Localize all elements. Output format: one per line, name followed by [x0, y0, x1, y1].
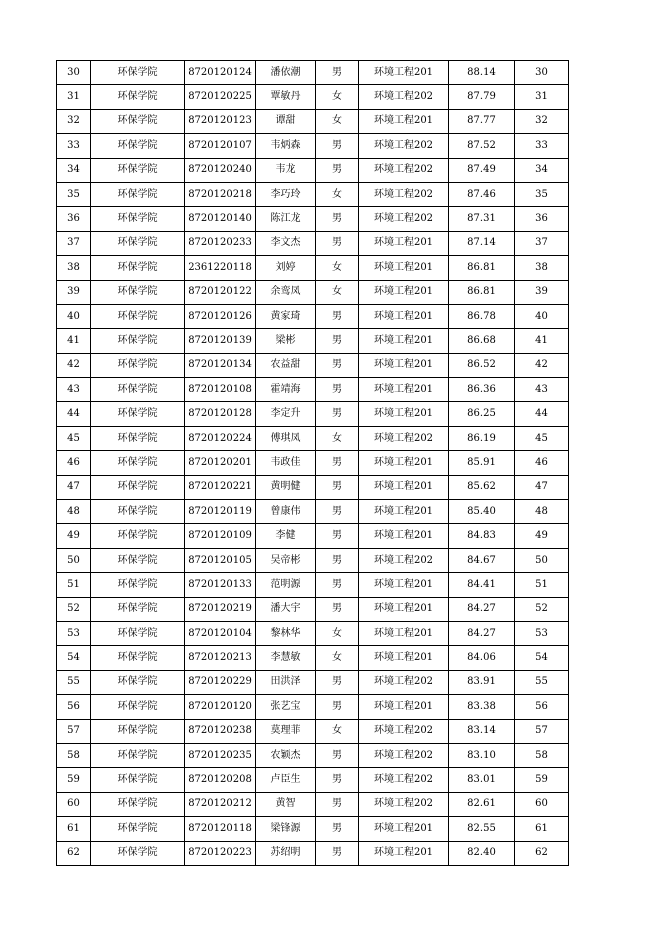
student-id-cell: 8720120139 — [185, 329, 256, 353]
class-cell: 环境工程201 — [359, 256, 449, 280]
gender-cell: 男 — [316, 353, 359, 377]
rank-cell: 33 — [57, 134, 91, 158]
student-id-cell: 8720120122 — [185, 280, 256, 304]
college-cell: 环保学院 — [91, 182, 185, 206]
class-cell: 环境工程201 — [359, 329, 449, 353]
score-cell: 84.41 — [449, 573, 515, 597]
score-cell: 84.27 — [449, 597, 515, 621]
college-cell: 环保学院 — [91, 158, 185, 182]
rank-cell: 30 — [57, 61, 91, 85]
gender-cell: 男 — [316, 61, 359, 85]
score-cell: 87.77 — [449, 109, 515, 133]
student-id-cell: 8720120240 — [185, 158, 256, 182]
table-row — [57, 353, 569, 377]
student-name-cell: 覃敏丹 — [256, 85, 316, 109]
table-row — [57, 85, 569, 109]
table-row — [57, 402, 569, 426]
class-cell: 环境工程201 — [359, 231, 449, 255]
gender-cell: 女 — [316, 109, 359, 133]
class-cell: 环境工程202 — [359, 743, 449, 767]
student-name-cell: 霍靖海 — [256, 378, 316, 402]
student-id-cell: 8720120108 — [185, 378, 256, 402]
college-cell: 环保学院 — [91, 109, 185, 133]
rank-cell: 45 — [57, 426, 91, 450]
rank-cell: 53 — [57, 621, 91, 645]
student-id-cell: 8720120124 — [185, 61, 256, 85]
class-cell: 环境工程201 — [359, 524, 449, 548]
table-row — [57, 207, 569, 231]
gender-cell: 男 — [316, 695, 359, 719]
table-row — [57, 304, 569, 328]
student-name-cell: 韦政佳 — [256, 451, 316, 475]
college-cell: 环保学院 — [91, 719, 185, 743]
rank-cell: 34 — [57, 158, 91, 182]
class-cell: 环境工程201 — [359, 451, 449, 475]
score-cell: 86.36 — [449, 378, 515, 402]
college-cell: 环保学院 — [91, 743, 185, 767]
order-cell: 38 — [515, 256, 569, 280]
table-row — [57, 500, 569, 524]
table-row — [57, 548, 569, 572]
class-cell: 环境工程202 — [359, 792, 449, 816]
table-row — [57, 182, 569, 206]
college-cell: 环保学院 — [91, 451, 185, 475]
student-name-cell: 梁锋源 — [256, 817, 316, 841]
table-row — [57, 646, 569, 670]
college-cell: 环保学院 — [91, 548, 185, 572]
college-cell: 环保学院 — [91, 524, 185, 548]
college-cell: 环保学院 — [91, 646, 185, 670]
score-cell: 87.49 — [449, 158, 515, 182]
class-cell: 环境工程201 — [359, 841, 449, 865]
student-id-cell: 8720120107 — [185, 134, 256, 158]
college-cell: 环保学院 — [91, 792, 185, 816]
college-cell: 环保学院 — [91, 329, 185, 353]
gender-cell: 女 — [316, 719, 359, 743]
student-id-cell: 8720120208 — [185, 768, 256, 792]
college-cell: 环保学院 — [91, 256, 185, 280]
rank-cell: 61 — [57, 817, 91, 841]
gender-cell: 男 — [316, 475, 359, 499]
student-name-cell: 苏绍明 — [256, 841, 316, 865]
student-name-cell: 黎林华 — [256, 621, 316, 645]
table-row — [57, 597, 569, 621]
student-name-cell: 李健 — [256, 524, 316, 548]
college-cell: 环保学院 — [91, 85, 185, 109]
score-cell: 82.40 — [449, 841, 515, 865]
student-name-cell: 田洪泽 — [256, 670, 316, 694]
order-cell: 48 — [515, 500, 569, 524]
gender-cell: 男 — [316, 402, 359, 426]
score-cell: 82.55 — [449, 817, 515, 841]
table-row — [57, 768, 569, 792]
table-row — [57, 134, 569, 158]
class-cell: 环境工程201 — [359, 817, 449, 841]
student-id-cell: 8720120233 — [185, 231, 256, 255]
order-cell: 46 — [515, 451, 569, 475]
rank-cell: 56 — [57, 695, 91, 719]
order-cell: 55 — [515, 670, 569, 694]
score-cell: 83.10 — [449, 743, 515, 767]
gender-cell: 男 — [316, 768, 359, 792]
order-cell: 56 — [515, 695, 569, 719]
college-cell: 环保学院 — [91, 304, 185, 328]
class-cell: 环境工程201 — [359, 475, 449, 499]
college-cell: 环保学院 — [91, 426, 185, 450]
score-cell: 83.01 — [449, 768, 515, 792]
table-row — [57, 695, 569, 719]
order-cell: 33 — [515, 134, 569, 158]
rank-cell: 52 — [57, 597, 91, 621]
gender-cell: 男 — [316, 597, 359, 621]
table-row — [57, 231, 569, 255]
student-name-cell: 潘大宇 — [256, 597, 316, 621]
college-cell: 环保学院 — [91, 207, 185, 231]
student-name-cell: 李慧敏 — [256, 646, 316, 670]
table-body — [57, 61, 569, 866]
college-cell: 环保学院 — [91, 817, 185, 841]
student-id-cell: 8720120229 — [185, 670, 256, 694]
table-row — [57, 256, 569, 280]
student-id-cell: 8720120225 — [185, 85, 256, 109]
class-cell: 环境工程202 — [359, 426, 449, 450]
student-name-cell: 李定升 — [256, 402, 316, 426]
student-name-cell: 吴帝彬 — [256, 548, 316, 572]
order-cell: 45 — [515, 426, 569, 450]
student-name-cell: 卢臣生 — [256, 768, 316, 792]
rank-cell: 35 — [57, 182, 91, 206]
student-id-cell: 8720120212 — [185, 792, 256, 816]
student-id-cell: 8720120123 — [185, 109, 256, 133]
class-cell: 环境工程202 — [359, 85, 449, 109]
rank-cell: 59 — [57, 768, 91, 792]
score-cell: 85.91 — [449, 451, 515, 475]
college-cell: 环保学院 — [91, 402, 185, 426]
class-cell: 环境工程201 — [359, 573, 449, 597]
table-row — [57, 378, 569, 402]
rank-cell: 60 — [57, 792, 91, 816]
gender-cell: 女 — [316, 182, 359, 206]
student-id-cell: 8720120120 — [185, 695, 256, 719]
table-row — [57, 426, 569, 450]
rank-cell: 47 — [57, 475, 91, 499]
table-row — [57, 573, 569, 597]
college-cell: 环保学院 — [91, 621, 185, 645]
student-name-cell: 潘依潮 — [256, 61, 316, 85]
gender-cell: 男 — [316, 573, 359, 597]
table-row — [57, 817, 569, 841]
order-cell: 34 — [515, 158, 569, 182]
order-cell: 32 — [515, 109, 569, 133]
gender-cell: 男 — [316, 548, 359, 572]
student-name-cell: 李文杰 — [256, 231, 316, 255]
order-cell: 59 — [515, 768, 569, 792]
score-cell: 86.25 — [449, 402, 515, 426]
score-cell: 86.81 — [449, 280, 515, 304]
student-id-cell: 8720120218 — [185, 182, 256, 206]
student-id-cell: 8720120235 — [185, 743, 256, 767]
order-cell: 40 — [515, 304, 569, 328]
rank-cell: 42 — [57, 353, 91, 377]
order-cell: 61 — [515, 817, 569, 841]
table-row — [57, 280, 569, 304]
rank-cell: 37 — [57, 231, 91, 255]
rank-cell: 39 — [57, 280, 91, 304]
college-cell: 环保学院 — [91, 134, 185, 158]
student-id-cell: 8720120219 — [185, 597, 256, 621]
rank-cell: 36 — [57, 207, 91, 231]
score-cell: 85.40 — [449, 500, 515, 524]
rank-cell: 51 — [57, 573, 91, 597]
order-cell: 57 — [515, 719, 569, 743]
gender-cell: 男 — [316, 500, 359, 524]
class-cell: 环境工程202 — [359, 548, 449, 572]
rank-cell: 43 — [57, 378, 91, 402]
gender-cell: 男 — [316, 207, 359, 231]
table-row — [57, 329, 569, 353]
student-id-cell: 8720120238 — [185, 719, 256, 743]
score-cell: 83.91 — [449, 670, 515, 694]
order-cell: 53 — [515, 621, 569, 645]
gender-cell: 男 — [316, 792, 359, 816]
college-cell: 环保学院 — [91, 695, 185, 719]
table-row — [57, 792, 569, 816]
rank-cell: 57 — [57, 719, 91, 743]
gender-cell: 女 — [316, 646, 359, 670]
student-name-cell: 黄家琦 — [256, 304, 316, 328]
rank-cell: 38 — [57, 256, 91, 280]
order-cell: 36 — [515, 207, 569, 231]
order-cell: 44 — [515, 402, 569, 426]
class-cell: 环境工程201 — [359, 280, 449, 304]
college-cell: 环保学院 — [91, 280, 185, 304]
student-id-cell: 8720120109 — [185, 524, 256, 548]
score-cell: 84.83 — [449, 524, 515, 548]
score-cell: 86.19 — [449, 426, 515, 450]
table-row — [57, 475, 569, 499]
rank-cell: 40 — [57, 304, 91, 328]
order-cell: 30 — [515, 61, 569, 85]
student-id-cell: 8720120126 — [185, 304, 256, 328]
rank-cell: 41 — [57, 329, 91, 353]
student-id-cell: 8720120223 — [185, 841, 256, 865]
gender-cell: 男 — [316, 524, 359, 548]
order-cell: 54 — [515, 646, 569, 670]
college-cell: 环保学院 — [91, 841, 185, 865]
table-row — [57, 109, 569, 133]
rank-cell: 58 — [57, 743, 91, 767]
table-row — [57, 719, 569, 743]
student-name-cell: 刘婷 — [256, 256, 316, 280]
class-cell: 环境工程201 — [359, 378, 449, 402]
gender-cell: 女 — [316, 85, 359, 109]
class-cell: 环境工程202 — [359, 134, 449, 158]
gender-cell: 男 — [316, 304, 359, 328]
college-cell: 环保学院 — [91, 378, 185, 402]
class-cell: 环境工程202 — [359, 768, 449, 792]
gender-cell: 男 — [316, 231, 359, 255]
table-row — [57, 841, 569, 865]
gender-cell: 男 — [316, 670, 359, 694]
class-cell: 环境工程202 — [359, 670, 449, 694]
class-cell: 环境工程201 — [359, 61, 449, 85]
student-name-cell: 谭甜 — [256, 109, 316, 133]
order-cell: 41 — [515, 329, 569, 353]
student-name-cell: 李巧玲 — [256, 182, 316, 206]
student-id-cell: 2361220118 — [185, 256, 256, 280]
order-cell: 50 — [515, 548, 569, 572]
student-id-cell: 8720120201 — [185, 451, 256, 475]
class-cell: 环境工程201 — [359, 402, 449, 426]
rank-cell: 55 — [57, 670, 91, 694]
order-cell: 49 — [515, 524, 569, 548]
gender-cell: 男 — [316, 134, 359, 158]
class-cell: 环境工程201 — [359, 304, 449, 328]
score-cell: 84.67 — [449, 548, 515, 572]
class-cell: 环境工程201 — [359, 500, 449, 524]
order-cell: 62 — [515, 841, 569, 865]
gender-cell: 女 — [316, 621, 359, 645]
gender-cell: 男 — [316, 158, 359, 182]
student-id-cell: 8720120133 — [185, 573, 256, 597]
gender-cell: 男 — [316, 743, 359, 767]
student-id-cell: 8720120221 — [185, 475, 256, 499]
student-name-cell: 韦龙 — [256, 158, 316, 182]
college-cell: 环保学院 — [91, 768, 185, 792]
order-cell: 31 — [515, 85, 569, 109]
order-cell: 52 — [515, 597, 569, 621]
gender-cell: 男 — [316, 451, 359, 475]
student-id-cell: 8720120118 — [185, 817, 256, 841]
rank-cell: 44 — [57, 402, 91, 426]
order-cell: 47 — [515, 475, 569, 499]
student-name-cell: 张艺宝 — [256, 695, 316, 719]
rank-cell: 46 — [57, 451, 91, 475]
order-cell: 60 — [515, 792, 569, 816]
student-name-cell: 梁彬 — [256, 329, 316, 353]
score-cell: 88.14 — [449, 61, 515, 85]
class-cell: 环境工程201 — [359, 353, 449, 377]
score-cell: 87.14 — [449, 231, 515, 255]
gender-cell: 女 — [316, 426, 359, 450]
ranking-table — [56, 60, 569, 866]
order-cell: 43 — [515, 378, 569, 402]
student-id-cell: 8720120119 — [185, 500, 256, 524]
student-name-cell: 莫理菲 — [256, 719, 316, 743]
student-id-cell: 8720120140 — [185, 207, 256, 231]
score-cell: 86.81 — [449, 256, 515, 280]
rank-cell: 31 — [57, 85, 91, 109]
score-cell: 84.06 — [449, 646, 515, 670]
student-name-cell: 范明源 — [256, 573, 316, 597]
rank-cell: 54 — [57, 646, 91, 670]
score-cell: 87.31 — [449, 207, 515, 231]
score-cell: 83.38 — [449, 695, 515, 719]
class-cell: 环境工程202 — [359, 158, 449, 182]
order-cell: 39 — [515, 280, 569, 304]
table-row — [57, 61, 569, 85]
student-id-cell: 8720120128 — [185, 402, 256, 426]
score-cell: 87.46 — [449, 182, 515, 206]
rank-cell: 48 — [57, 500, 91, 524]
class-cell: 环境工程202 — [359, 719, 449, 743]
score-cell: 87.79 — [449, 85, 515, 109]
score-cell: 84.27 — [449, 621, 515, 645]
college-cell: 环保学院 — [91, 573, 185, 597]
college-cell: 环保学院 — [91, 670, 185, 694]
gender-cell: 女 — [316, 280, 359, 304]
table-row — [57, 743, 569, 767]
score-cell: 86.78 — [449, 304, 515, 328]
gender-cell: 男 — [316, 329, 359, 353]
student-name-cell: 黄明健 — [256, 475, 316, 499]
rank-cell: 62 — [57, 841, 91, 865]
order-cell: 37 — [515, 231, 569, 255]
table-row — [57, 621, 569, 645]
score-cell: 82.61 — [449, 792, 515, 816]
college-cell: 环保学院 — [91, 353, 185, 377]
score-cell: 86.52 — [449, 353, 515, 377]
student-id-cell: 8720120105 — [185, 548, 256, 572]
college-cell: 环保学院 — [91, 597, 185, 621]
student-name-cell: 农颖杰 — [256, 743, 316, 767]
score-cell: 85.62 — [449, 475, 515, 499]
student-name-cell: 余鸾凤 — [256, 280, 316, 304]
gender-cell: 男 — [316, 817, 359, 841]
student-name-cell: 韦炳森 — [256, 134, 316, 158]
college-cell: 环保学院 — [91, 500, 185, 524]
order-cell: 42 — [515, 353, 569, 377]
class-cell: 环境工程201 — [359, 109, 449, 133]
student-id-cell: 8720120134 — [185, 353, 256, 377]
college-cell: 环保学院 — [91, 475, 185, 499]
student-name-cell: 陈江龙 — [256, 207, 316, 231]
class-cell: 环境工程201 — [359, 695, 449, 719]
order-cell: 35 — [515, 182, 569, 206]
table-row — [57, 670, 569, 694]
gender-cell: 男 — [316, 841, 359, 865]
student-id-cell: 8720120224 — [185, 426, 256, 450]
rank-cell: 49 — [57, 524, 91, 548]
rank-cell: 50 — [57, 548, 91, 572]
gender-cell: 男 — [316, 378, 359, 402]
table-row — [57, 158, 569, 182]
order-cell: 58 — [515, 743, 569, 767]
table-row — [57, 524, 569, 548]
class-cell: 环境工程201 — [359, 597, 449, 621]
student-id-cell: 8720120104 — [185, 621, 256, 645]
score-cell: 87.52 — [449, 134, 515, 158]
class-cell: 环境工程202 — [359, 182, 449, 206]
student-name-cell: 农益甜 — [256, 353, 316, 377]
class-cell: 环境工程201 — [359, 646, 449, 670]
college-cell: 环保学院 — [91, 231, 185, 255]
student-name-cell: 傅琪凤 — [256, 426, 316, 450]
gender-cell: 女 — [316, 256, 359, 280]
student-name-cell: 曾康伟 — [256, 500, 316, 524]
college-cell: 环保学院 — [91, 61, 185, 85]
class-cell: 环境工程201 — [359, 621, 449, 645]
student-name-cell: 黄智 — [256, 792, 316, 816]
table-row — [57, 451, 569, 475]
order-cell: 51 — [515, 573, 569, 597]
rank-cell: 32 — [57, 109, 91, 133]
class-cell: 环境工程202 — [359, 207, 449, 231]
student-id-cell: 8720120213 — [185, 646, 256, 670]
score-cell: 83.14 — [449, 719, 515, 743]
score-cell: 86.68 — [449, 329, 515, 353]
